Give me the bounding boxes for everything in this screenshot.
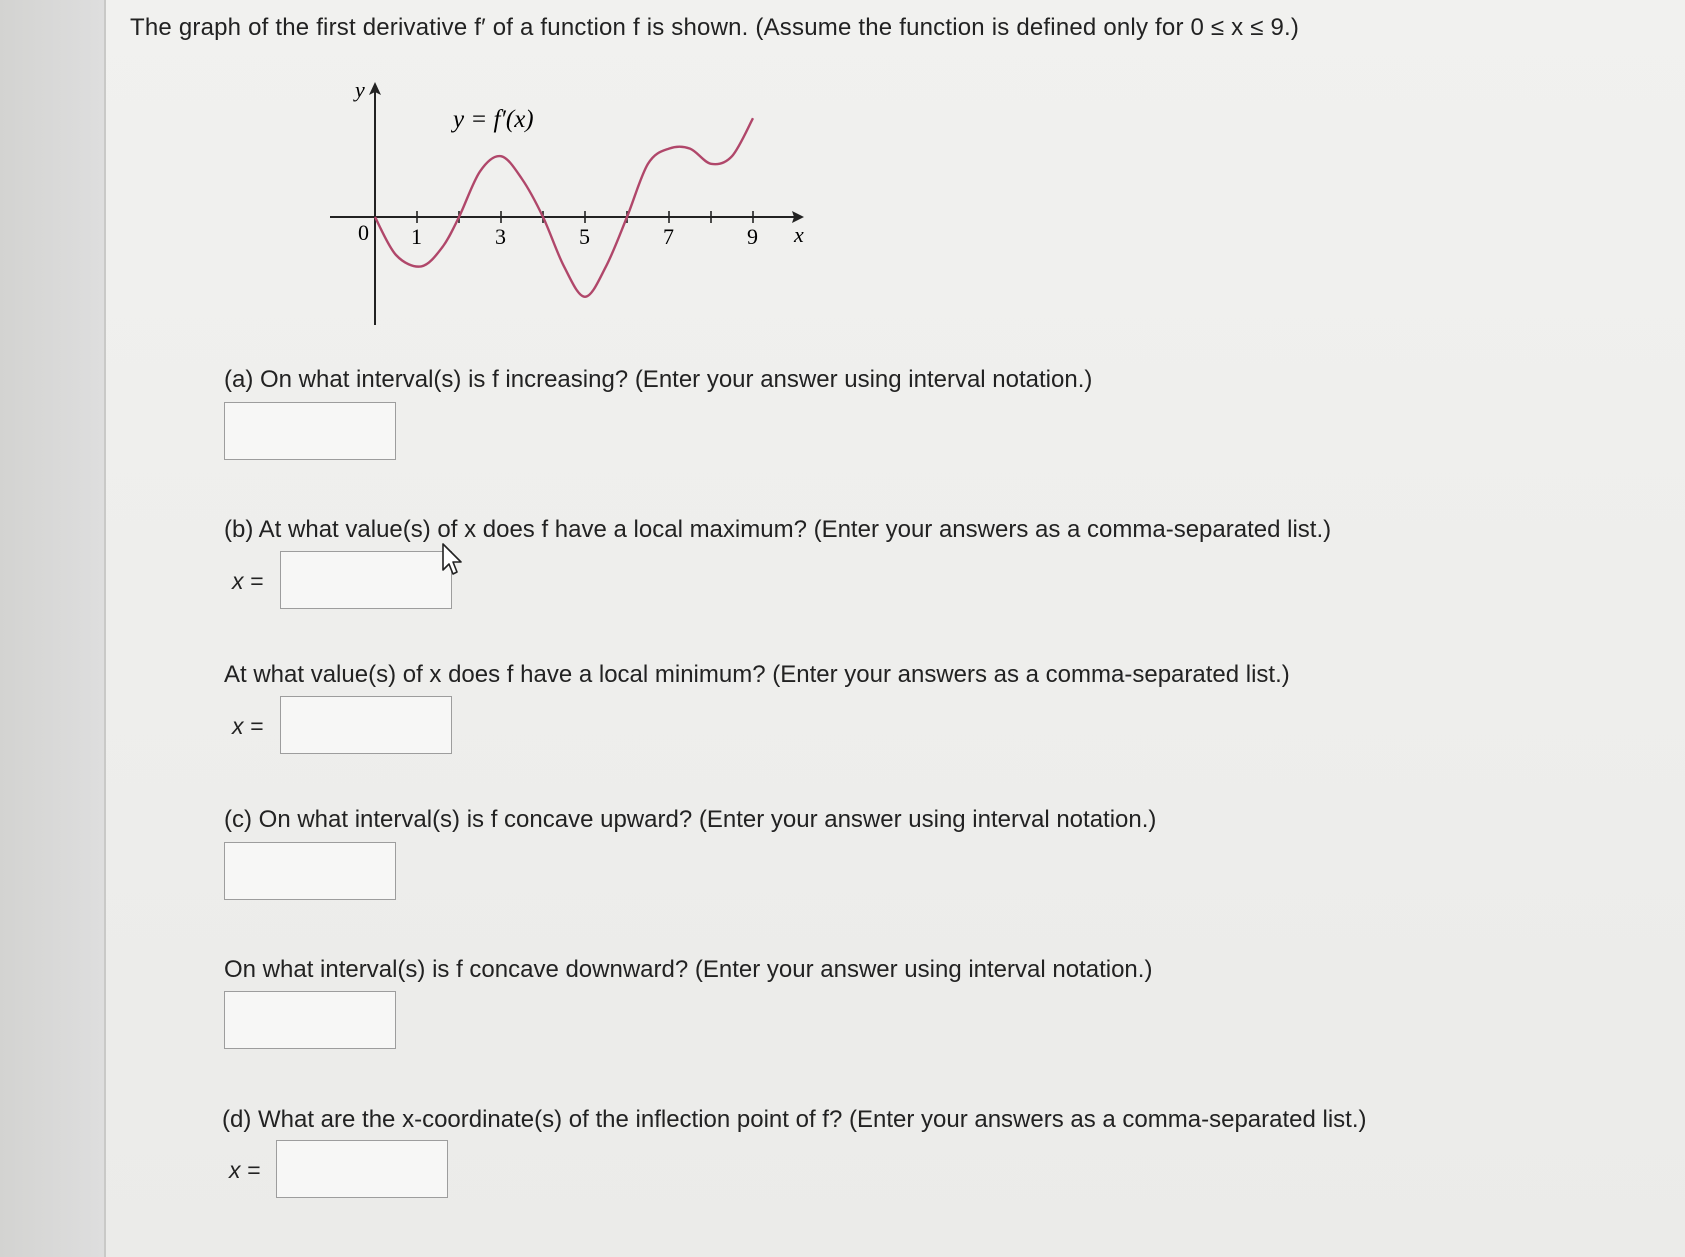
increasing-interval-input[interactable] xyxy=(224,402,396,460)
question-c-down-label: On what interval(s) is f concave downward? (Enter your answer using interval notation.) xyxy=(224,956,1153,983)
question-a-label: (a) On what interval(s) is f increasing? (Enter your answer using interval notation.) xyxy=(224,366,1093,393)
local-min-input[interactable] xyxy=(280,696,452,754)
question-b-min-label: At what value(s) of x does f have a local minimum? (Enter your answers as a comma-separated list.) xyxy=(224,661,1290,688)
question-d-label: (d) What are the x-coordinate(s) of the inflection point of f? (Enter your answers as a comma-separated list.) xyxy=(222,1106,1367,1133)
x-equals-label: x = xyxy=(232,568,264,594)
x-tick-label: 3 xyxy=(495,224,506,249)
problem-prompt: The graph of the first derivative f′ of a function f is shown. (Assume the function is defined only for 0 ≤ x ≤ 9.) xyxy=(130,14,1300,41)
inflection-x-input[interactable] xyxy=(276,1140,448,1198)
question-c-up-label: (c) On what interval(s) is f concave upward? (Enter your answer using interval notation.) xyxy=(224,806,1157,833)
x-equals-label: x = xyxy=(229,1157,261,1183)
x-equals-label: x = xyxy=(232,713,264,739)
local-max-input[interactable] xyxy=(280,551,452,609)
concave-down-interval-input[interactable] xyxy=(224,991,396,1049)
x-tick-label: 5 xyxy=(579,224,590,249)
x-tick-label: 1 xyxy=(411,224,422,249)
curve-label: y = f′(x) xyxy=(453,106,534,133)
x-tick-label: 7 xyxy=(663,224,674,249)
derivative-graph xyxy=(320,70,820,340)
origin-label: 0 xyxy=(358,220,369,245)
question-b-max-label: (b) At what value(s) of x does f have a local maximum? (Enter your answers as a comma-separated list.) xyxy=(224,516,1332,543)
left-margin xyxy=(0,0,106,1257)
graph-axes xyxy=(330,82,804,325)
concave-up-interval-input[interactable] xyxy=(224,842,396,900)
y-axis-label: y xyxy=(355,77,365,102)
x-axis-label: x xyxy=(794,222,804,247)
x-tick-label: 9 xyxy=(747,224,758,249)
derivative-curve xyxy=(375,118,753,297)
mouse-cursor-icon xyxy=(441,542,465,578)
